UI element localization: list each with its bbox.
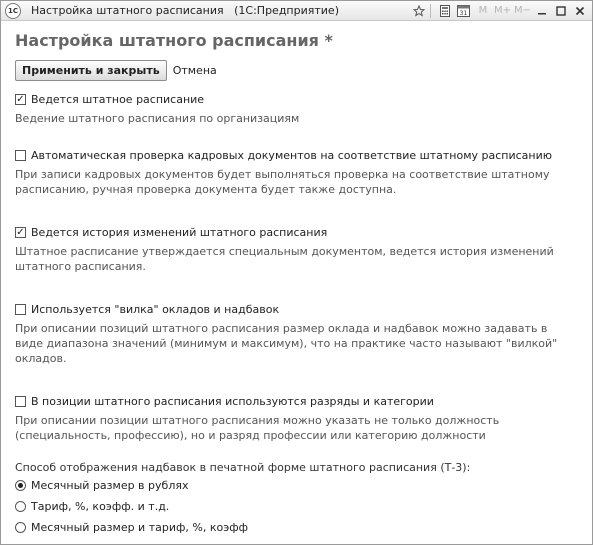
option-label: Автоматическая проверка кадровых документов на соответствие штатному расписанию <box>31 148 553 162</box>
calculator-icon[interactable] <box>437 3 453 19</box>
title-bar <box>1 1 592 21</box>
option-label: Используется "вилка" окладов и надбавок <box>31 302 280 316</box>
display-mode-group <box>15 461 578 535</box>
option-description: При описании позиции штатного расписания можно указать не только должность (специальность, профессию), но и разряд профессии или категорию должности <box>15 414 500 442</box>
memory-mplus-button[interactable]: M+ <box>493 5 511 16</box>
radio-tariff[interactable] <box>15 498 578 514</box>
check-row[interactable] <box>15 147 578 163</box>
check-row[interactable] <box>15 301 578 317</box>
radio-label: Месячный размер в рублях <box>31 478 189 492</box>
maximize-icon[interactable] <box>553 3 569 19</box>
1c-logo-icon: 1С <box>5 3 21 19</box>
auto-check-checkbox[interactable] <box>15 150 26 161</box>
check-row[interactable] <box>15 91 578 107</box>
apply-and-close-button[interactable]: Применить и закрыть <box>15 60 167 81</box>
grades-checkbox[interactable] <box>15 396 26 407</box>
option-description: Штатное расписание утверждается специальным документом, ведется история изменений штатного расписания. <box>15 245 554 273</box>
history-checkbox[interactable]: ✓ <box>16 226 25 238</box>
memory-m-button[interactable]: M <box>478 5 488 16</box>
radio-label: Месячный размер и тариф, %, коэфф <box>31 520 249 534</box>
radio-button[interactable] <box>15 501 26 512</box>
option-staffing-enabled <box>15 91 578 126</box>
window-title-text: Настройка штатного расписания <box>31 4 224 17</box>
favorites-star-icon[interactable] <box>411 3 427 19</box>
window-app-name: (1С:Предприятие) <box>234 4 339 17</box>
salary-range-checkbox[interactable] <box>15 304 26 315</box>
option-description: При описании позиций штатного расписания размер оклада и надбавок можно задавать в виде диапазона значений (минимум и максимум), что на практике часто называют "вилкой" окладов. <box>15 322 558 365</box>
option-grades <box>15 393 578 443</box>
radio-monthly-rub[interactable] <box>15 477 578 493</box>
radio-monthly-and-tariff[interactable] <box>15 519 578 535</box>
option-label: Ведется штатное расписание <box>31 92 205 106</box>
svg-text:31: 31 <box>460 10 468 17</box>
option-salary-range <box>15 301 578 366</box>
check-row[interactable] <box>15 224 578 240</box>
cancel-button[interactable]: Отмена <box>172 64 217 77</box>
memory-mminus-button[interactable]: M− <box>513 5 531 16</box>
form-content <box>1 21 592 535</box>
staffing-enabled-checkbox[interactable]: ✓ <box>16 93 25 105</box>
command-bar <box>15 60 578 81</box>
option-description: При записи кадровых документов будет выполняться проверка на соответствие штатному расписанию, ручная проверка документа будет также доступна. <box>15 168 550 196</box>
minimize-icon[interactable] <box>534 3 550 19</box>
option-label: Ведется история изменений штатного расписания <box>31 225 328 239</box>
radio-button-selected[interactable] <box>15 480 26 491</box>
option-history <box>15 224 578 274</box>
close-icon[interactable] <box>572 3 588 19</box>
check-row[interactable] <box>15 393 578 409</box>
radio-label: Тариф, %, коэфф. и т.д. <box>31 499 170 513</box>
option-auto-check <box>15 147 578 197</box>
window-title <box>31 4 408 17</box>
calendar-icon[interactable] <box>456 3 472 19</box>
option-label: В позиции штатного расписания используются разряды и категории <box>31 394 434 408</box>
option-description: Ведение штатного расписания по организациям <box>15 112 300 125</box>
radio-button[interactable] <box>15 522 26 533</box>
page-title: Настройка штатного расписания * <box>15 31 333 50</box>
toolbar-separator <box>430 4 431 18</box>
display-mode-label: Способ отображения надбавок в печатной форме штатного расписания (Т-3): <box>15 461 471 474</box>
